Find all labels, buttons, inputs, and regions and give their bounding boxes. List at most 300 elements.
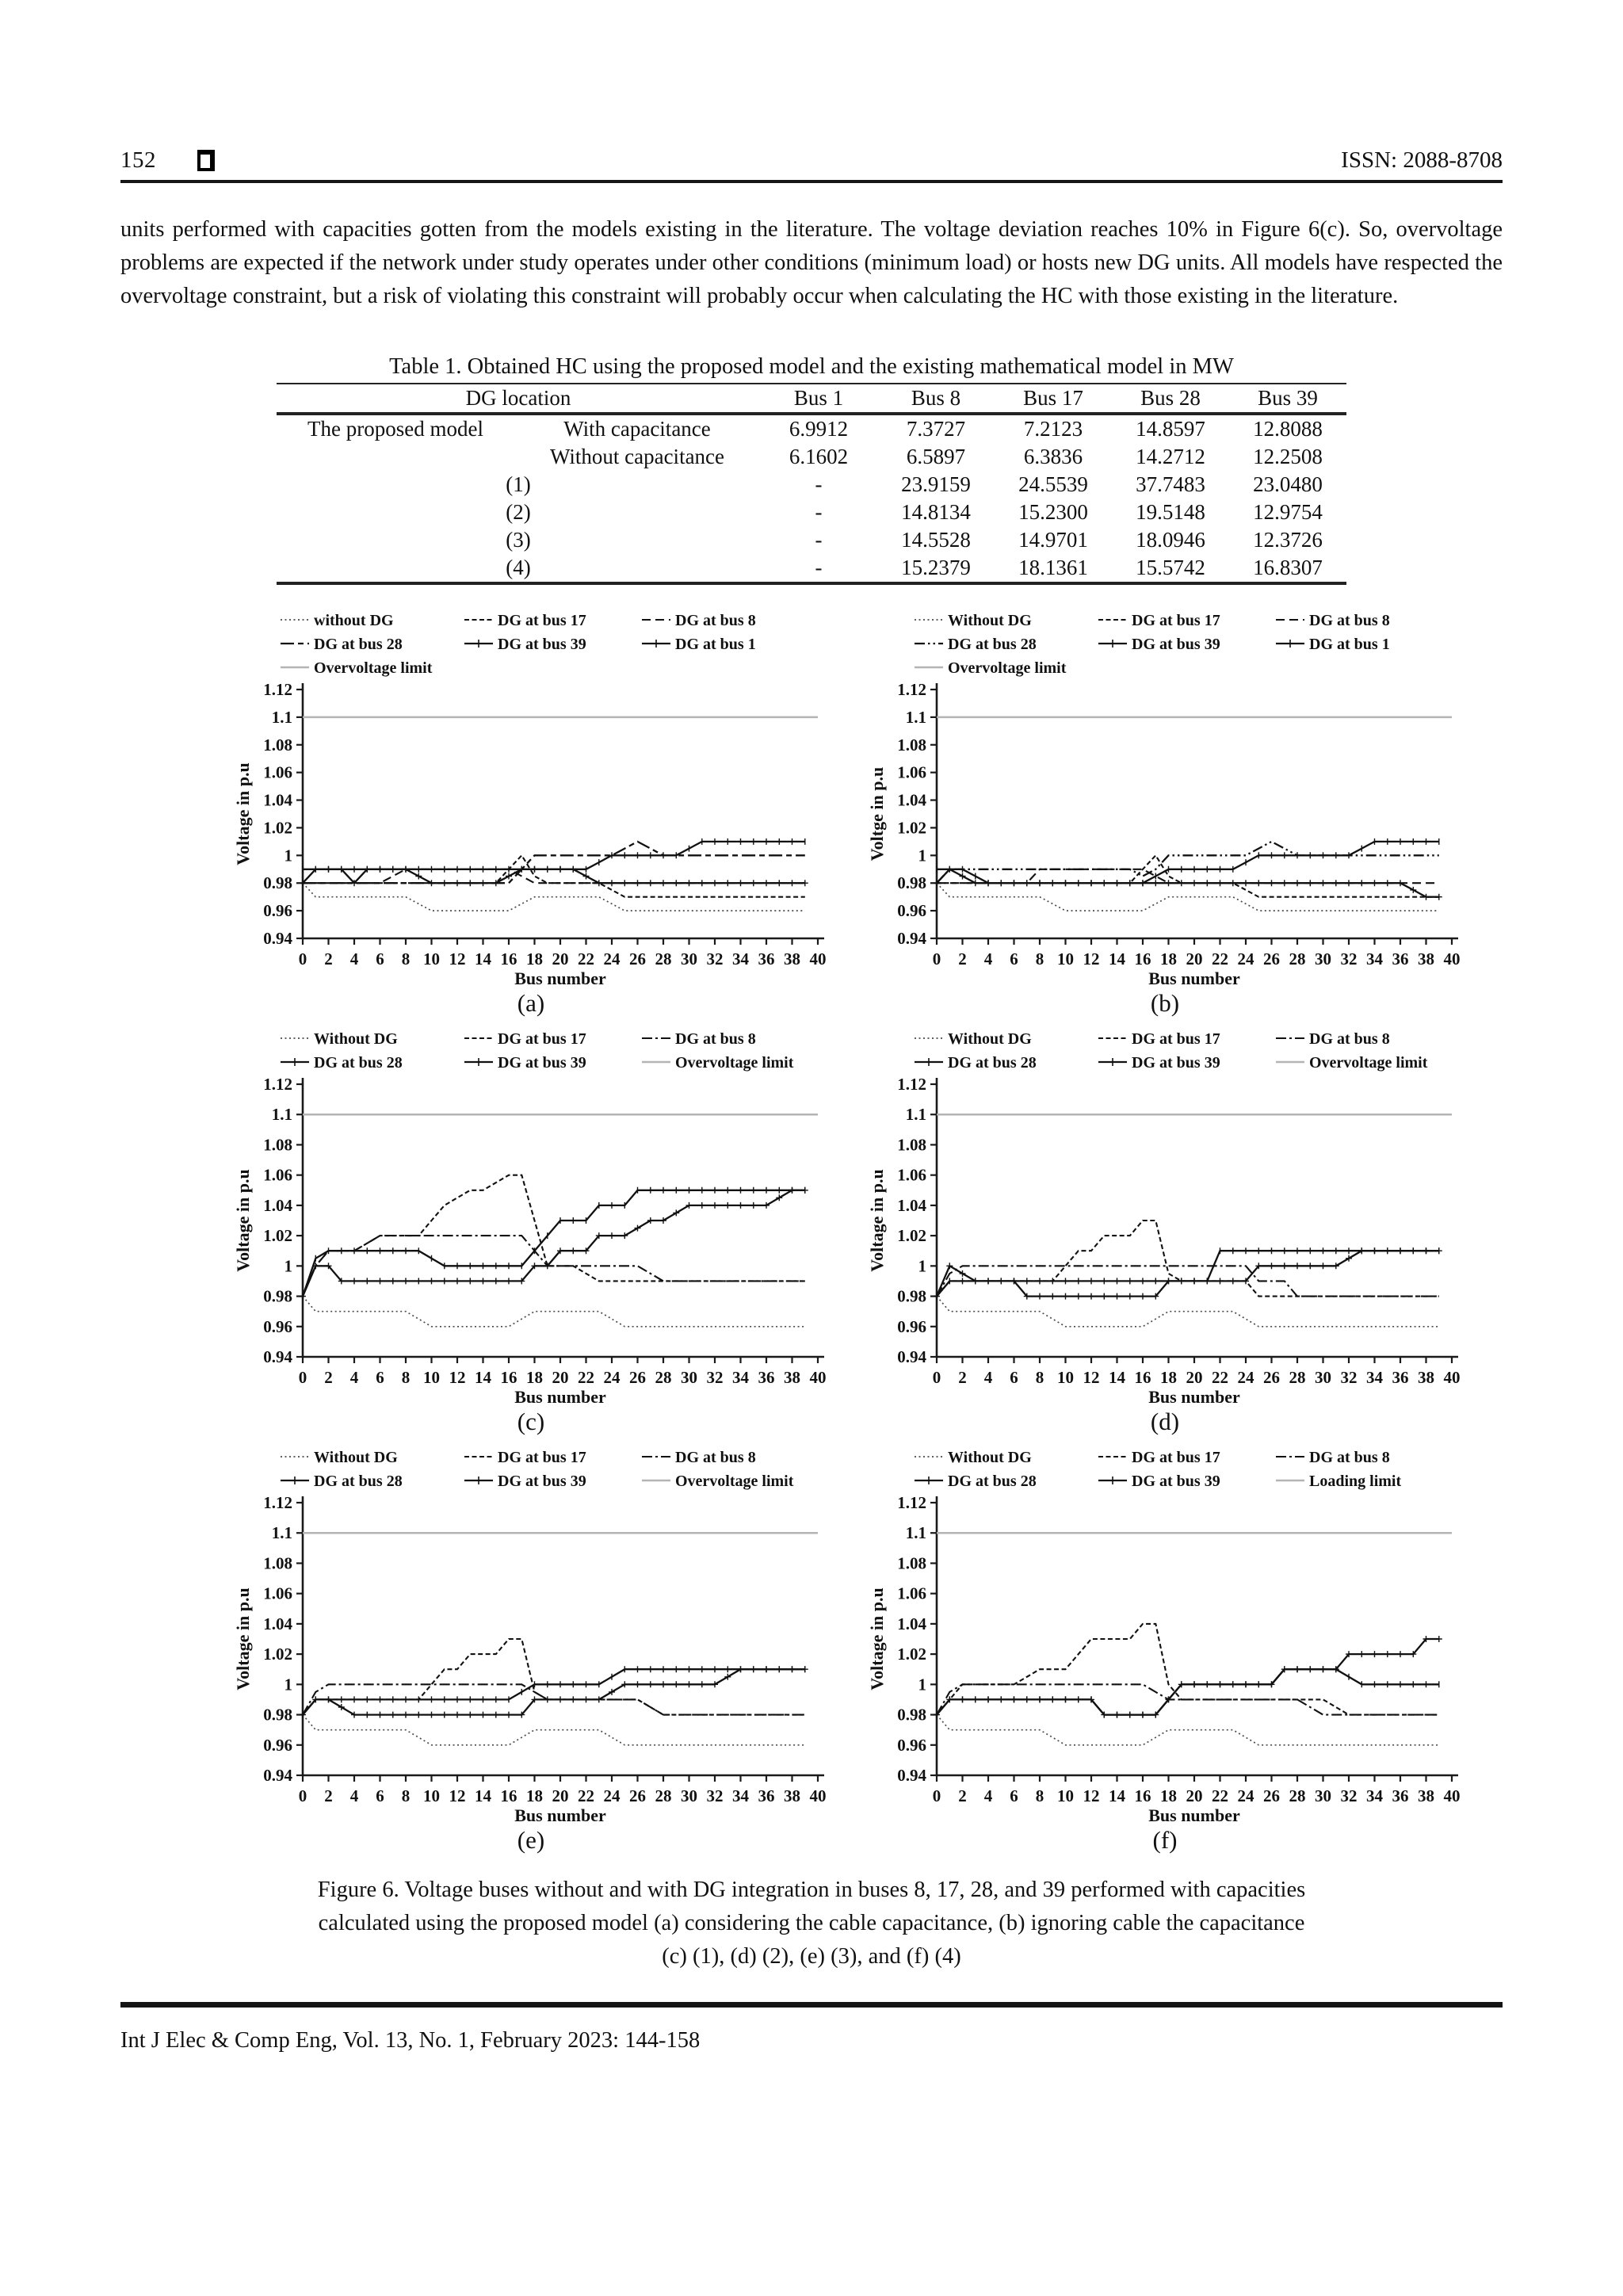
svg-text:32: 32 [706, 949, 724, 968]
svg-text:DG at bus 39: DG at bus 39 [1132, 1473, 1220, 1490]
voltage-chart-c [230, 1024, 832, 1406]
svg-text:22: 22 [578, 1368, 594, 1387]
svg-text:26: 26 [1263, 1368, 1280, 1387]
svg-text:24: 24 [1237, 949, 1254, 968]
figure-caption [120, 1874, 1503, 1973]
table-cell: 12.8088 [1253, 417, 1323, 441]
row-group-label [277, 443, 514, 471]
svg-text:20: 20 [552, 949, 569, 968]
svg-text:32: 32 [1340, 949, 1358, 968]
svg-text:DG at bus 28: DG at bus 28 [314, 1054, 403, 1072]
table-row [277, 471, 1346, 499]
caption-line: Figure 6. Voltage buses without and with DG integration in buses 8, 17, 28, and 39 performed with capacities [317, 1878, 1306, 1902]
hc-table-head [277, 384, 1346, 414]
svg-text:36: 36 [758, 1786, 775, 1805]
svg-text:DG at bus 39: DG at bus 39 [1132, 636, 1220, 653]
svg-text:DG at bus 28: DG at bus 28 [948, 636, 1037, 653]
svg-text:1.04: 1.04 [897, 790, 926, 810]
svg-text:DG at bus 17: DG at bus 17 [1132, 1030, 1220, 1048]
svg-text:0.94: 0.94 [897, 929, 926, 948]
svg-text:1.06: 1.06 [897, 762, 926, 782]
svg-text:22: 22 [1212, 949, 1228, 968]
table-col-header: Bus 28 [1140, 386, 1201, 410]
svg-text:without DG: without DG [314, 612, 394, 629]
svg-text:Overvoltage limit: Overvoltage limit [314, 659, 433, 677]
svg-text:1.1: 1.1 [271, 1523, 292, 1543]
svg-text:Overvoltage limit: Overvoltage limit [675, 1054, 794, 1072]
svg-text:1.08: 1.08 [263, 1135, 292, 1155]
svg-text:28: 28 [655, 1786, 672, 1805]
table-cell: 23.0480 [1253, 472, 1323, 496]
svg-text:30: 30 [681, 949, 697, 968]
row-label: (4) [506, 556, 531, 579]
svg-text:16: 16 [500, 949, 517, 968]
table-row [277, 414, 1346, 443]
svg-text:1.08: 1.08 [897, 735, 926, 755]
svg-text:DG at bus 39: DG at bus 39 [1132, 1054, 1220, 1072]
svg-text:4: 4 [983, 1368, 993, 1387]
subplot-a [230, 606, 832, 1022]
svg-text:Voltage in p.u: Voltage in p.u [867, 1587, 887, 1690]
svg-text:38: 38 [784, 949, 800, 968]
subplot-c [230, 1024, 832, 1441]
table-cell: 14.5528 [901, 528, 971, 552]
svg-text:0.98: 0.98 [897, 873, 926, 893]
hc-table [277, 383, 1346, 585]
table-cell: 6.3836 [1023, 445, 1083, 468]
svg-text:0.98: 0.98 [263, 873, 292, 893]
svg-text:10: 10 [1057, 1786, 1074, 1805]
svg-text:1.04: 1.04 [897, 1614, 926, 1633]
svg-text:16: 16 [1134, 1368, 1151, 1387]
svg-text:Bus number: Bus number [514, 1387, 606, 1406]
svg-text:1.06: 1.06 [263, 762, 292, 782]
svg-text:26: 26 [629, 1368, 646, 1387]
svg-text:28: 28 [1289, 1368, 1306, 1387]
svg-text:DG at bus 8: DG at bus 8 [1309, 612, 1390, 629]
table-cell: 37.7483 [1136, 472, 1205, 496]
table-cell: 18.0946 [1136, 528, 1205, 552]
caption-line: (c) (1), (d) (2), (e) (3), and (f) (4) [662, 1944, 961, 1969]
svg-text:12: 12 [449, 1786, 466, 1805]
table-cell: - [815, 556, 823, 579]
table-cell: 15.2379 [901, 556, 971, 579]
svg-text:Loading limit: Loading limit [1309, 1473, 1402, 1490]
table-col-header: Bus 1 [793, 386, 844, 410]
footer-rule [120, 2002, 1503, 2008]
svg-text:1.02: 1.02 [263, 1645, 292, 1664]
shadowed-square-icon [197, 150, 215, 171]
svg-text:34: 34 [1366, 1786, 1383, 1805]
svg-text:Voltage in p.u: Voltage in p.u [233, 1169, 253, 1272]
svg-text:1.12: 1.12 [897, 1075, 926, 1094]
voltage-chart-a [230, 606, 832, 988]
svg-text:6: 6 [1010, 949, 1018, 968]
svg-text:38: 38 [784, 1786, 800, 1805]
table-row [277, 443, 1346, 471]
svg-text:8: 8 [1035, 949, 1044, 968]
svg-text:Overvoltage limit: Overvoltage limit [1309, 1054, 1428, 1072]
table-cell: 7.3727 [906, 417, 966, 441]
svg-text:0.96: 0.96 [263, 1316, 292, 1336]
svg-text:Without DG: Without DG [948, 612, 1032, 629]
svg-text:2: 2 [958, 1368, 967, 1387]
svg-text:36: 36 [1392, 1368, 1409, 1387]
svg-text:Voltage in p.u: Voltage in p.u [867, 1169, 887, 1272]
svg-text:18: 18 [1160, 949, 1177, 968]
svg-text:24: 24 [603, 949, 621, 968]
caption-line: calculated using the proposed model (a) considering the cable capacitance, (b) ignoring cable the capacitance [318, 1911, 1305, 1935]
subplot-b [864, 606, 1466, 1022]
svg-text:36: 36 [758, 949, 775, 968]
svg-text:4: 4 [349, 1368, 359, 1387]
svg-text:Overvoltage limit: Overvoltage limit [675, 1473, 794, 1490]
svg-text:1: 1 [918, 1675, 926, 1694]
svg-text:10: 10 [423, 1368, 440, 1387]
svg-text:0.98: 0.98 [897, 1286, 926, 1306]
table-cell: 12.3726 [1253, 528, 1323, 552]
svg-text:1.08: 1.08 [263, 735, 292, 755]
svg-text:0.94: 0.94 [263, 929, 292, 948]
svg-text:DG at bus 28: DG at bus 28 [314, 1473, 403, 1490]
svg-text:0.96: 0.96 [897, 901, 926, 921]
svg-text:22: 22 [578, 1786, 594, 1805]
svg-text:DG at bus 39: DG at bus 39 [498, 1473, 586, 1490]
svg-text:32: 32 [706, 1786, 724, 1805]
table-cell: 6.5897 [906, 445, 966, 468]
svg-text:40: 40 [1443, 1786, 1461, 1805]
table-cell: - [815, 528, 823, 552]
svg-text:1.12: 1.12 [263, 680, 292, 699]
svg-text:0.96: 0.96 [897, 1735, 926, 1755]
svg-text:1.02: 1.02 [263, 818, 292, 838]
table-cell: 16.8307 [1253, 556, 1323, 579]
svg-text:1.06: 1.06 [263, 1165, 292, 1185]
header-left [120, 147, 215, 174]
svg-text:16: 16 [1134, 949, 1151, 968]
subplot-letter: (c) [517, 1408, 545, 1435]
svg-text:2: 2 [958, 949, 967, 968]
table-cell: 7.2123 [1023, 417, 1083, 441]
svg-text:14: 14 [475, 1368, 491, 1387]
svg-text:1.04: 1.04 [263, 1614, 292, 1633]
svg-text:26: 26 [629, 1786, 646, 1805]
svg-text:DG at bus 1: DG at bus 1 [1309, 636, 1390, 653]
svg-text:1.06: 1.06 [897, 1165, 926, 1185]
table-cell: 23.9159 [901, 472, 971, 496]
svg-text:20: 20 [1186, 1368, 1203, 1387]
svg-text:1.12: 1.12 [897, 1493, 926, 1512]
svg-text:34: 34 [732, 1786, 749, 1805]
svg-text:0: 0 [932, 1368, 941, 1387]
svg-text:1.06: 1.06 [263, 1584, 292, 1603]
svg-text:22: 22 [1212, 1786, 1228, 1805]
svg-text:Bus number: Bus number [1148, 1805, 1240, 1824]
table-row [277, 554, 1346, 583]
svg-text:36: 36 [1392, 949, 1409, 968]
svg-text:0: 0 [298, 1786, 307, 1805]
svg-text:DG at bus 39: DG at bus 39 [498, 636, 586, 653]
svg-text:1.04: 1.04 [263, 790, 292, 810]
svg-text:28: 28 [1289, 1786, 1306, 1805]
table-cell: 14.9701 [1018, 528, 1088, 552]
table-cell: 12.2508 [1253, 445, 1323, 468]
svg-text:DG at bus 28: DG at bus 28 [314, 636, 403, 653]
table-cell: 12.9754 [1253, 500, 1323, 524]
svg-text:30: 30 [1315, 1368, 1331, 1387]
svg-text:1.06: 1.06 [897, 1584, 926, 1603]
svg-text:32: 32 [1340, 1368, 1358, 1387]
issn-label: ISSN: 2088-8708 [1341, 147, 1503, 173]
table-col-header: Bus 8 [911, 386, 961, 410]
svg-text:DG at bus 8: DG at bus 8 [1309, 1030, 1390, 1048]
svg-text:26: 26 [1263, 949, 1280, 968]
svg-text:40: 40 [809, 949, 827, 968]
svg-text:Without DG: Without DG [314, 1030, 398, 1048]
svg-text:0: 0 [298, 949, 307, 968]
svg-text:0: 0 [298, 1368, 307, 1387]
svg-text:Voltage in p.u: Voltage in p.u [233, 1587, 253, 1690]
svg-text:14: 14 [475, 1786, 491, 1805]
svg-text:0: 0 [932, 949, 941, 968]
table-col-header: DG location [465, 386, 571, 410]
svg-text:20: 20 [552, 1786, 569, 1805]
svg-text:DG at bus 17: DG at bus 17 [1132, 1449, 1220, 1466]
svg-text:12: 12 [1083, 949, 1100, 968]
svg-text:DG at bus 28: DG at bus 28 [948, 1054, 1037, 1072]
svg-text:20: 20 [1186, 949, 1203, 968]
svg-text:0.96: 0.96 [263, 901, 292, 921]
table-cell: 14.8597 [1136, 417, 1205, 441]
subplot-letter: (a) [517, 989, 545, 1017]
svg-text:4: 4 [983, 949, 993, 968]
svg-text:18: 18 [526, 949, 543, 968]
svg-text:0.94: 0.94 [263, 1766, 292, 1785]
svg-text:1: 1 [284, 846, 292, 865]
svg-text:34: 34 [732, 949, 749, 968]
svg-text:30: 30 [681, 1786, 697, 1805]
subplot-d [864, 1024, 1466, 1441]
svg-text:30: 30 [1315, 1786, 1331, 1805]
svg-text:16: 16 [500, 1786, 517, 1805]
svg-text:36: 36 [1392, 1786, 1409, 1805]
svg-text:1.1: 1.1 [271, 707, 292, 727]
table-cell: 24.5539 [1018, 472, 1088, 496]
subplot-letter: (f) [1152, 1826, 1178, 1854]
svg-text:2: 2 [324, 1368, 333, 1387]
svg-text:1.08: 1.08 [897, 1553, 926, 1573]
svg-text:Without DG: Without DG [314, 1449, 398, 1466]
svg-text:Without DG: Without DG [948, 1030, 1032, 1048]
svg-text:40: 40 [1443, 949, 1461, 968]
svg-text:Bus number: Bus number [514, 1805, 606, 1824]
svg-text:6: 6 [376, 949, 384, 968]
table-col-header: Bus 39 [1258, 386, 1318, 410]
voltage-chart-d [864, 1024, 1466, 1406]
svg-text:26: 26 [1263, 1786, 1280, 1805]
svg-text:1.1: 1.1 [905, 1105, 926, 1125]
svg-text:40: 40 [1443, 1368, 1461, 1387]
svg-text:1: 1 [284, 1256, 292, 1276]
svg-text:32: 32 [706, 1368, 724, 1387]
row-label: (3) [506, 528, 531, 552]
page-number: 152 [120, 147, 156, 173]
svg-text:8: 8 [401, 949, 411, 968]
svg-text:18: 18 [526, 1786, 543, 1805]
table-cell: - [815, 500, 823, 524]
svg-text:28: 28 [655, 949, 672, 968]
table-block [120, 354, 1503, 585]
svg-text:34: 34 [1366, 1368, 1383, 1387]
table-cell: 19.5148 [1136, 500, 1205, 524]
svg-text:20: 20 [1186, 1786, 1203, 1805]
svg-text:12: 12 [449, 1368, 466, 1387]
subplot-letter: (d) [1150, 1408, 1180, 1435]
svg-text:1.02: 1.02 [263, 1226, 292, 1246]
svg-text:26: 26 [629, 949, 646, 968]
table-cell: - [815, 472, 823, 496]
svg-text:18: 18 [526, 1368, 543, 1387]
svg-text:1.04: 1.04 [897, 1195, 926, 1215]
svg-text:DG at bus 17: DG at bus 17 [498, 1449, 586, 1466]
svg-text:1: 1 [284, 1675, 292, 1694]
svg-text:24: 24 [1237, 1786, 1254, 1805]
svg-text:Bus number: Bus number [514, 968, 606, 988]
svg-text:0.98: 0.98 [897, 1705, 926, 1725]
svg-text:Bus number: Bus number [1148, 968, 1240, 988]
svg-text:1.02: 1.02 [897, 1645, 926, 1664]
table-col-header: Bus 17 [1023, 386, 1083, 410]
svg-text:1.04: 1.04 [263, 1195, 292, 1215]
svg-text:1.08: 1.08 [263, 1553, 292, 1573]
subplot-letter: (b) [1150, 989, 1180, 1017]
subplot-e [230, 1442, 832, 1859]
svg-text:Bus number: Bus number [1148, 1387, 1240, 1406]
svg-text:0.94: 0.94 [897, 1766, 926, 1785]
svg-text:38: 38 [784, 1368, 800, 1387]
svg-text:0.94: 0.94 [263, 1347, 292, 1366]
footer-text: Int J Elec & Comp Eng, Vol. 13, No. 1, February 2023: 144-158 [120, 2028, 701, 2053]
table-cell: 15.5742 [1136, 556, 1205, 579]
svg-text:0.98: 0.98 [263, 1286, 292, 1306]
body-paragraph: units performed with capacities gotten from the models existing in the literature. The voltage deviation reaches 10% in Figure 6(c). So, overvoltage problems are expected if the network under study operates under other conditions (minimum load) or hosts new DG units. All models have respected the overvoltage constraint, but a risk of violating this constraint will probably occur when calculating the HC with those existing in the literature. [120, 217, 1503, 308]
svg-text:8: 8 [1035, 1786, 1044, 1805]
table-cell: 15.2300 [1018, 500, 1088, 524]
svg-text:20: 20 [552, 1368, 569, 1387]
table-cell: 14.8134 [901, 500, 971, 524]
figure-grid [230, 606, 1466, 1859]
row-label: With capacitance [563, 417, 711, 441]
svg-text:2: 2 [958, 1786, 967, 1805]
row-label: (1) [506, 472, 531, 496]
svg-text:12: 12 [449, 949, 466, 968]
svg-text:34: 34 [1366, 949, 1383, 968]
svg-text:16: 16 [1134, 1786, 1151, 1805]
svg-text:1: 1 [918, 846, 926, 865]
svg-text:Overvoltage limit: Overvoltage limit [948, 659, 1067, 677]
svg-text:10: 10 [423, 949, 440, 968]
svg-text:Voltge in p.u: Voltge in p.u [867, 766, 887, 861]
svg-text:30: 30 [1315, 949, 1331, 968]
header-rule [120, 180, 1503, 183]
svg-text:32: 32 [1340, 1786, 1358, 1805]
svg-text:Without DG: Without DG [948, 1449, 1032, 1466]
svg-text:2: 2 [324, 1786, 333, 1805]
svg-text:6: 6 [376, 1368, 384, 1387]
svg-text:6: 6 [1010, 1786, 1018, 1805]
svg-text:24: 24 [603, 1368, 621, 1387]
svg-text:14: 14 [1109, 949, 1125, 968]
svg-text:4: 4 [349, 949, 359, 968]
svg-text:1.12: 1.12 [263, 1493, 292, 1512]
svg-text:0.94: 0.94 [897, 1347, 926, 1366]
svg-text:38: 38 [1418, 1786, 1434, 1805]
svg-text:DG at bus 17: DG at bus 17 [498, 612, 586, 629]
svg-text:DG at bus 8: DG at bus 8 [1309, 1449, 1390, 1466]
svg-text:24: 24 [1237, 1368, 1254, 1387]
svg-text:22: 22 [1212, 1368, 1228, 1387]
svg-text:6: 6 [1010, 1368, 1018, 1387]
table-row [277, 526, 1346, 554]
svg-text:16: 16 [500, 1368, 517, 1387]
svg-text:28: 28 [655, 1368, 672, 1387]
svg-text:0.96: 0.96 [897, 1316, 926, 1336]
table-cell: 6.1602 [789, 445, 849, 468]
svg-text:6: 6 [376, 1786, 384, 1805]
svg-text:10: 10 [1057, 949, 1074, 968]
svg-text:DG at bus 8: DG at bus 8 [675, 1449, 756, 1466]
svg-text:22: 22 [578, 949, 594, 968]
svg-text:1.08: 1.08 [897, 1135, 926, 1155]
svg-text:DG at bus 17: DG at bus 17 [498, 1030, 586, 1048]
svg-text:DG at bus 17: DG at bus 17 [1132, 612, 1220, 629]
svg-text:0.96: 0.96 [263, 1735, 292, 1755]
svg-text:12: 12 [1083, 1786, 1100, 1805]
voltage-chart-e [230, 1442, 832, 1824]
svg-text:36: 36 [758, 1368, 775, 1387]
svg-text:40: 40 [809, 1368, 827, 1387]
svg-text:18: 18 [1160, 1368, 1177, 1387]
svg-text:8: 8 [1035, 1368, 1044, 1387]
svg-text:1.1: 1.1 [905, 707, 926, 727]
hc-table-body [277, 414, 1346, 583]
svg-text:14: 14 [475, 949, 491, 968]
svg-text:DG at bus 1: DG at bus 1 [675, 636, 756, 653]
page-header [120, 0, 1503, 174]
svg-text:8: 8 [401, 1786, 411, 1805]
svg-text:18: 18 [1160, 1786, 1177, 1805]
svg-text:DG at bus 8: DG at bus 8 [675, 1030, 756, 1048]
svg-text:30: 30 [681, 1368, 697, 1387]
table-cell: 14.2712 [1136, 445, 1205, 468]
svg-text:1.02: 1.02 [897, 1226, 926, 1246]
svg-text:12: 12 [1083, 1368, 1100, 1387]
subplot-letter: (e) [517, 1826, 545, 1854]
svg-text:10: 10 [1057, 1368, 1074, 1387]
svg-text:4: 4 [983, 1786, 993, 1805]
svg-text:14: 14 [1109, 1786, 1125, 1805]
svg-text:DG at bus 28: DG at bus 28 [948, 1473, 1037, 1490]
table-cell: 18.1361 [1018, 556, 1088, 579]
svg-text:34: 34 [732, 1368, 749, 1387]
svg-text:2: 2 [324, 949, 333, 968]
svg-text:8: 8 [401, 1368, 411, 1387]
svg-text:0: 0 [932, 1786, 941, 1805]
svg-text:1.12: 1.12 [897, 680, 926, 699]
svg-text:DG at bus 8: DG at bus 8 [675, 612, 756, 629]
svg-text:1.1: 1.1 [905, 1523, 926, 1543]
voltage-chart-b [864, 606, 1466, 988]
